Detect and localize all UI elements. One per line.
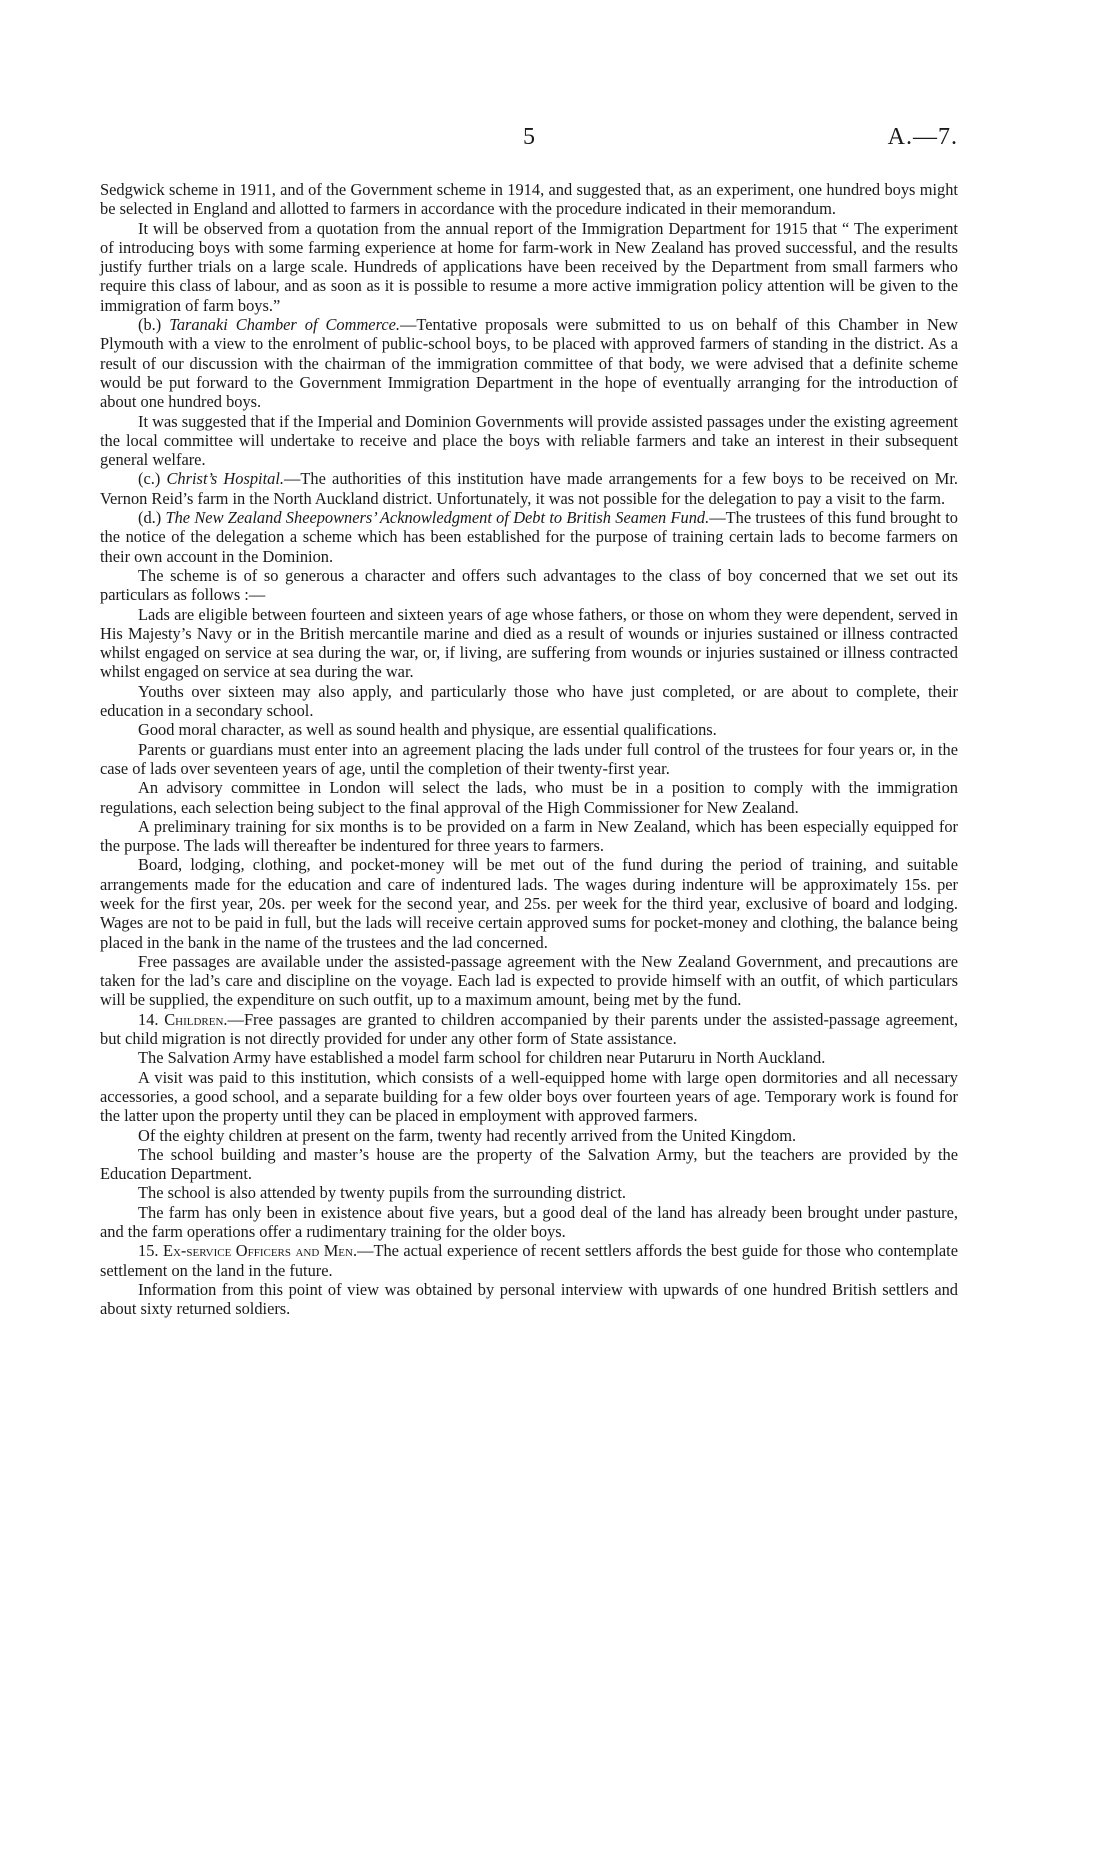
- paragraph-text: Youths over sixteen may also apply, and particularly those who have just completed, or are about to complete, their education in a secondary school.: [100, 681, 958, 721]
- paragraph-text: Board, lodging, clothing, and pocket-money will be met out of the fund during the period of training, and suitable arrangements made for the education and care of indentured lads. The wages during indenture will be approximately 15s. per week for the first year, 20s. per week for the second year, and 25s. per week for the third year, exclusive of board and lodging. Wages are not to be paid in full, but the lads will receive certain approved sums for pocket-money and clothing, the balance being placed in the bank in the name of the trustees and the lad concerned.: [100, 855, 958, 952]
- paragraph-text: It was suggested that if the Imperial and Dominion Governments will provide assisted passages under the existing agreement the local committee will undertake to receive and place the boys with reliable farmers and take an interest in their subsequent general welfare.: [100, 411, 958, 470]
- paragraph: [100, 1280, 958, 1319]
- paragraph: [100, 1126, 958, 1145]
- paragraph-text: Sedgwick scheme in 1911, and of the Government scheme in 1914, and suggested that, as an experiment, one hundred boys might be selected in England and allotted to farmers in accordance with the procedure indicated in their memorandum.: [100, 180, 958, 219]
- paragraph-prefix: 14.: [138, 1009, 165, 1029]
- paragraph-heading: The New Zealand Sheepowners’ Acknowledgment of Debt to British Seamen Fund.: [165, 508, 710, 528]
- paragraph-prefix: (b.): [138, 315, 170, 335]
- paragraph: [100, 778, 958, 817]
- paragraph: [100, 180, 958, 219]
- paragraph: [100, 1068, 958, 1126]
- paragraph-prefix: (d.): [138, 508, 166, 528]
- page-number: 5: [523, 124, 535, 150]
- paragraph-heading: Christ’s Hospital.: [166, 469, 284, 489]
- paragraph: [100, 1241, 958, 1280]
- paragraph-heading: Ex-service Officers and Men.: [162, 1241, 358, 1261]
- body-text: [100, 180, 958, 1319]
- paragraph-text: Of the eighty children at present on the farm, twenty had recently arrived from the United Kingdom.: [138, 1125, 797, 1145]
- paragraph: [100, 1048, 958, 1067]
- paragraph-text: Free passages are available under the assisted-passage agreement with the New Zealand Government, and precautions are taken for the lad’s care and discipline on the voyage. Each lad is expected to provide himself with an outfit, of which particulars will be supplied, the expenditure on such outfit, up to a maximum amount, being met by the fund.: [100, 951, 958, 1010]
- paragraph: [100, 566, 958, 605]
- paragraph-text: —The authorities of this institution have made arrangements for a few boys to be received on Mr. Vernon Reid’s farm in the North Auckland district. Unfortunately, it was not possible for the delegation to pay a visit to the farm.: [100, 469, 959, 508]
- paragraph: [100, 315, 958, 411]
- paragraph: [100, 1203, 958, 1242]
- paragraph-text: A visit was paid to this institution, which consists of a well-equipped home with large open dormitories and all necessary accessories, a good school, and a separate building for a few older boys over fourteen years of age. Temporary work is found for the latter upon the property until they can be placed in employment with approved farmers.: [100, 1067, 958, 1126]
- paragraph: [100, 952, 958, 1010]
- paragraph: [100, 219, 958, 315]
- document-reference: A.—7.: [887, 124, 958, 150]
- paragraph: [100, 720, 958, 739]
- paragraph: [100, 1010, 958, 1049]
- paragraph-text: Information from this point of view was obtained by personal interview with upwards of one hundred British settlers and about sixty returned soldiers.: [100, 1279, 958, 1319]
- paragraph-text: The school is also attended by twenty pupils from the surrounding district.: [138, 1183, 626, 1203]
- paragraph-text: Parents or guardians must enter into an agreement placing the lads under full control of the trustees for four years or, in the case of lads over seventeen years of age, until the completion of their twenty-first year.: [100, 739, 958, 778]
- paragraph: [100, 1145, 958, 1184]
- paragraph-prefix: 15.: [138, 1241, 163, 1261]
- page-header: [100, 124, 958, 154]
- paragraph: [100, 469, 958, 508]
- paragraph-text: Lads are eligible between fourteen and sixteen years of age whose fathers, or those on whom they were dependent, served in His Majesty’s Navy or in the British mercantile marine and died as a result of wounds or injuries sustained or illness contracted whilst engaged on service at sea during the war, or, if living, are suffering from wounds or injuries sustained or illness contracted whilst engaged on service at sea during the war.: [100, 604, 958, 682]
- paragraph-text: The scheme is of so generous a character and offers such advantages to the class of boy concerned that we set out its particulars as follows :—: [100, 565, 958, 605]
- paragraph-prefix: (c.): [138, 469, 167, 489]
- paragraph-text: —The actual experience of recent settlers affords the best guide for those who contemplate settlement on the land in the future.: [100, 1241, 958, 1280]
- paragraph-text: An advisory committee in London will select the lads, who must be in a position to comply with the immigration regulations, each selection being subject to the final approval of the High Commissioner for New Zealand.: [100, 778, 958, 817]
- paragraph-heading: Taranaki Chamber of Commerce.: [169, 315, 400, 335]
- paragraph: [100, 508, 958, 566]
- paragraph: [100, 412, 958, 470]
- paragraph: [100, 605, 958, 682]
- paragraph-text: Good moral character, as well as sound health and physique, are essential qualifications.: [138, 720, 717, 740]
- paragraph-text: A preliminary training for six months is to be provided on a farm in New Zealand, which has been especially equipped for the purpose. The lads will thereafter be indentured for three years to farmers.: [100, 816, 958, 856]
- paragraph-text: The Salvation Army have established a model farm school for children near Putaruru in North Auckland.: [138, 1048, 826, 1068]
- paragraph: [100, 817, 958, 856]
- paragraph-text: —The trustees of this fund brought to the notice of the delegation a scheme which has been established for the purpose of training certain lads to become farmers on their own account in the Dominion.: [100, 508, 958, 566]
- paragraph: [100, 1183, 958, 1202]
- paragraph-text: The school building and master’s house are the property of the Salvation Army, but the teachers are provided by the Education Department.: [100, 1144, 958, 1184]
- paragraph-text: The farm has only been in existence about five years, but a good deal of the land has already been brought under pasture, and the farm operations offer a rudimentary training for the older boys.: [100, 1202, 958, 1242]
- paragraph-text: —Tentative proposals were submitted to us on behalf of this Chamber in New Plymouth with a view to the enrolment of public-school boys, to be placed with approved farmers of standing in the district. As a result of our discussion with the chairman of the immigration committee of that body, we were advised that a definite scheme would be put forward to the Government Immigration Department in the hope of eventually arranging for the introduction of about one hundred boys.: [100, 315, 958, 412]
- paragraph-heading: Children.: [164, 1009, 228, 1029]
- paragraph: [100, 740, 958, 779]
- paragraph-text: —Free passages are granted to children accompanied by their parents under the assisted-passage agreement, but child migration is not directly provided for under any other form of State assistance.: [100, 1009, 958, 1049]
- paragraph: [100, 855, 958, 951]
- paragraph: [100, 682, 958, 721]
- paragraph-text: It will be observed from a quotation from the annual report of the Immigration Department for 1915 that “ The experiment of introducing boys with some farming experience at home for farm-work in New Zealand has proved successful, and the results justify further trials on a large scale. Hundreds of applications have been received by the Department from small farmers who require this class of labour, and as soon as it is possible to resume a more active immigration policy attention will be given to the immigration of farm boys.”: [100, 218, 958, 315]
